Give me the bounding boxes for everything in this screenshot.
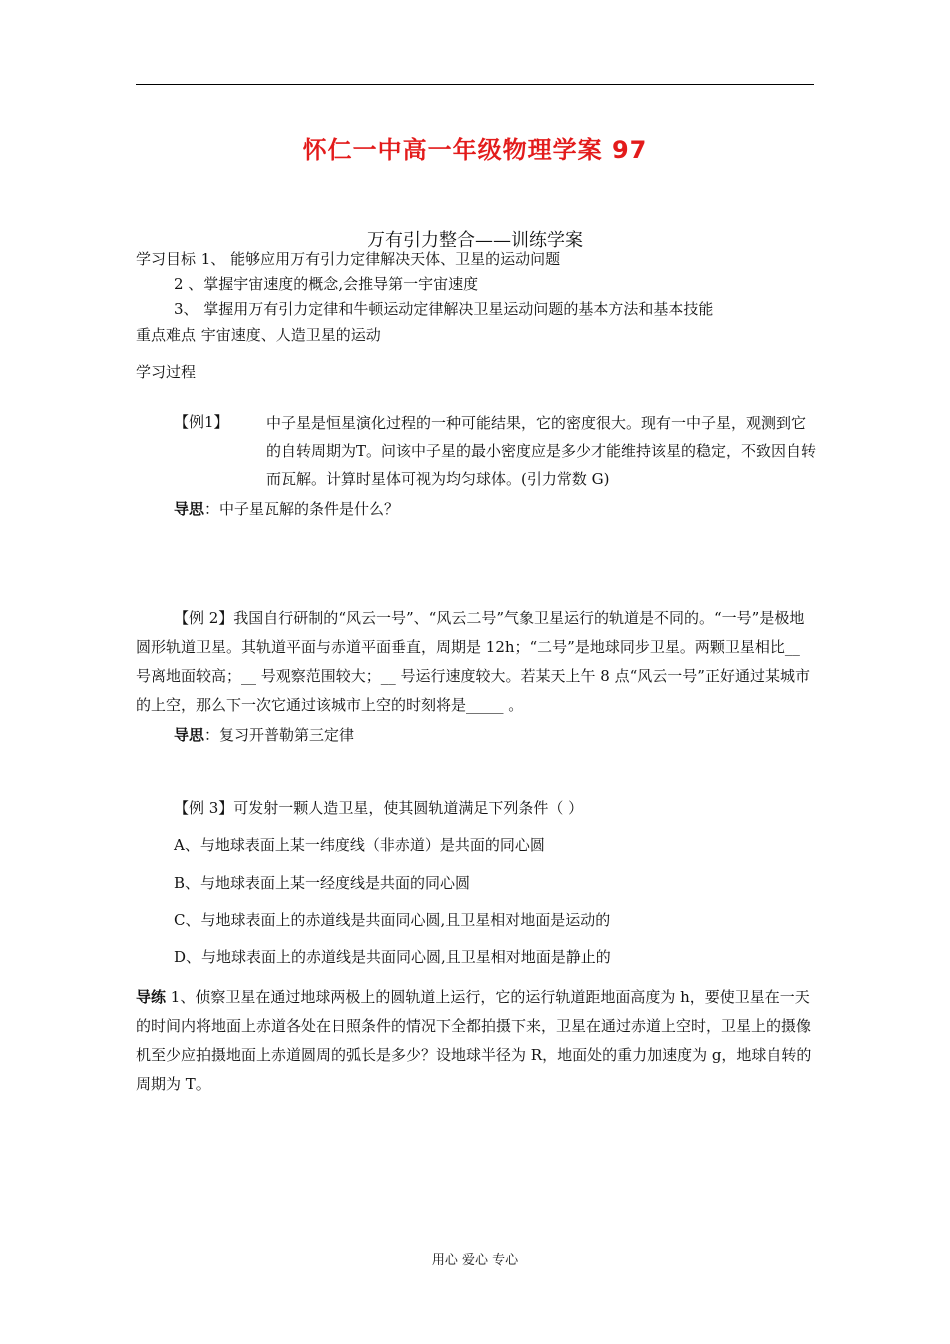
process-heading: 学习过程 (136, 363, 197, 381)
header-rule (136, 84, 814, 85)
example-2-guide (174, 725, 354, 745)
example-1-guide (174, 499, 399, 519)
example-3-question: 【例 3】可发射一颗人造卫星，使其圆轨道满足下列条件（ ） (174, 799, 584, 817)
page-title: 怀仁一中高一年级物理学案 97 (302, 136, 648, 164)
example-3-option-b: B、与地球表面上某一经度线是共面的同心圆 (174, 874, 471, 892)
practice-1-text (136, 983, 816, 1099)
guide-label: 导思 (174, 726, 205, 744)
example-1-label: 【例1】 (174, 413, 229, 431)
page-subtitle: 万有引力整合——训练学案 (367, 230, 583, 251)
objective-line-3: 3、 掌握用万有引力定律和牛顿运动定律解决卫星运动问题的基本方法和基本技能 (174, 300, 714, 318)
guide-label: 导思 (174, 500, 205, 518)
objective-line-1: 学习目标 1、 能够应用万有引力定律解决天体、卫星的运动问题 (136, 250, 561, 268)
example-3-option-c: C、与地球表面上的赤道线是共面同心圆,且卫星相对地面是运动的 (174, 911, 611, 929)
guide-text: ：中子星瓦解的条件是什么？ (204, 500, 400, 518)
example-3-option-d: D、与地球表面上的赤道线是共面同心圆,且卫星相对地面是静止的 (174, 948, 611, 966)
example-3-option-a: A、与地球表面上某一纬度线（非赤道）是共面的同心圆 (174, 836, 545, 854)
example-1-text: 中子星是恒星演化过程的一种可能结果，它的密度很大。现有一中子星，观测到它的自转周期为T。问该中子星的最小密度应是多少才能维持该星的稳定，不致因自转而瓦解。计算时星体可视为均匀球体。(引力常数 G) (266, 414, 817, 488)
guide-text: ：复习开普勒第三定律 (204, 726, 355, 744)
example-2-text: 【例 2】我国自行研制的“风云一号”、“风云二号”气象卫星运行的轨道是不同的。“一号”是极地圆形轨道卫星。其轨道平面与赤道平面垂直，周期是 12h；“二号”是地球同步卫星。两颗卫星相比__ 号离地面较高；__ 号观察范围较大；__ 号运行速度较大。若某天上午 8 点“风云一号”正好通过某城市的上空，那么下一次它通过该城市上空的时刻将是_____ 。 (136, 609, 810, 714)
page-footer: 用心 爱心 专心 (431, 1253, 519, 1268)
practice-body: 1、侦察卫星在通过地球两极上的圆轨道上运行，它的运行轨道距地面高度为 h，要使卫星在一天的时间内将地面上赤道各处在日照条件的情况下全都拍摄下来，卫星在通过赤道上空时，卫星上的摄像机至少应拍摄地面上赤道圆周的弧长是多少？设地球半径为 R，地面处的重力加速度为 g，地球自转的周期为 T。 (136, 988, 812, 1093)
objective-line-2: 2 、掌握宇宙速度的概念,会推导第一宇宙速度 (174, 275, 479, 293)
practice-label: 导练 (136, 988, 167, 1006)
key-points: 重点难点 宇宙速度、人造卫星的运动 (136, 326, 381, 344)
